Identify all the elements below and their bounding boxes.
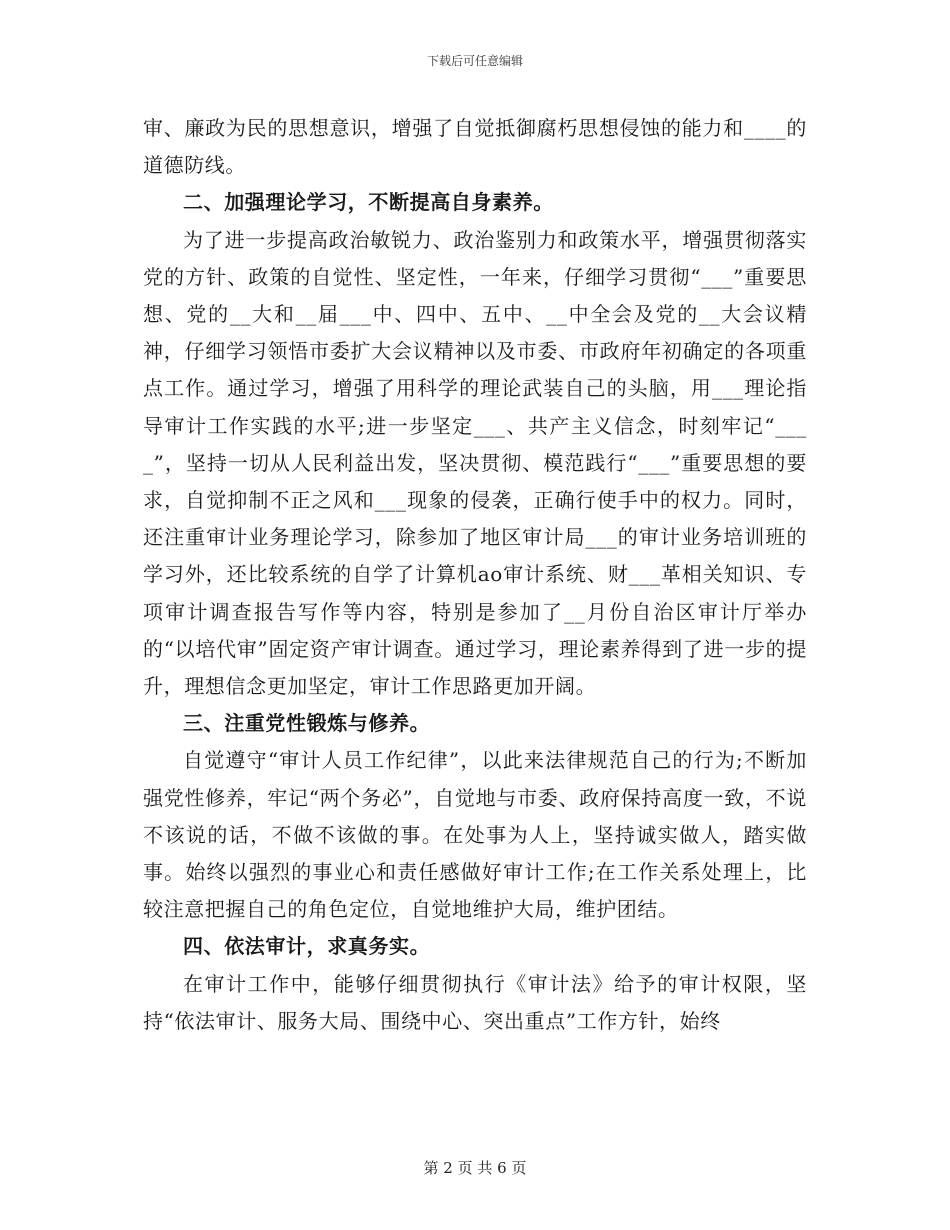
page-header: 下载后可任意编辑 — [426, 54, 523, 68]
paragraph-theory-study: 为了进一步提高政治敏锐力、政治鉴别力和政策水平，增强贯彻落实党的方针、政策的自觉性、坚定性，一年来，仔细学习贯彻“___”重要思想、党的__大和__届___中、四中、五中、__中全会及党的__大会议精神，仔细学习领悟市委扩大会议精神以及市委、市政府年初确定的各项重点工作。通过学习，增强了用科学的理论武装自己的头脑，用___理论指导审计工作实践的水平;进一步坚定___、共产主义信念，时刻牢记“____”，坚持一切从人民利益出发，坚决贯彻、模范践行“___”重要思想的要求，自觉抑制不正之风和___现象的侵袭，正确行使手中的权力。同时，还注重审计业务理论学习，除参加了地区审计局___的审计业务培训班的学习外，还比较系统的自学了计算机ao审计系统、财___革相关知识、专项审计调查报告写作等内容，特别是参加了__月份自治区审计厅举办的“以培代审”固定资产审计调查。通过学习，理论素养得到了进一步的提升，理想信念更加坚定，审计工作思路更加开阔。 — [143, 227, 807, 699]
section-heading-3: 三、注重党性锻炼与修养。 — [183, 711, 431, 736]
paragraph-party-discipline: 自觉遵守“审计人员工作纪律”，以此来法律规范自己的行为;不断加强党性修养，牢记“两个务必”，自觉地与市委、政府保持高度一致，不说不该说的话，不做不该做的事。在处事为人上，坚持诚实做人，踏实做事。始终以强烈的事业心和责任感做好审计工作;在工作关系处理上，比较注意把握自己的角色定位，自觉地维护大局，维护团结。 — [143, 748, 807, 922]
document-body — [143, 110, 807, 1040]
paragraph-audit-law: 在审计工作中，能够仔细贯彻执行《审计法》给予的审计权限，坚持“依法审计、服务大局、围绕中心、突出重点”工作方针，始终 — [143, 971, 807, 1033]
page-number: 第 2 页 共 6 页 — [423, 1159, 527, 1177]
section-heading-4: 四、依法审计，求真务实。 — [183, 934, 431, 959]
section-heading-2: 二、加强理论学习，不断提高自身素养。 — [183, 190, 554, 215]
paragraph-continuation: 审、廉政为民的思想意识，增强了自觉抵御腐朽思想侵蚀的能力和____的道德防线。 — [143, 116, 807, 178]
